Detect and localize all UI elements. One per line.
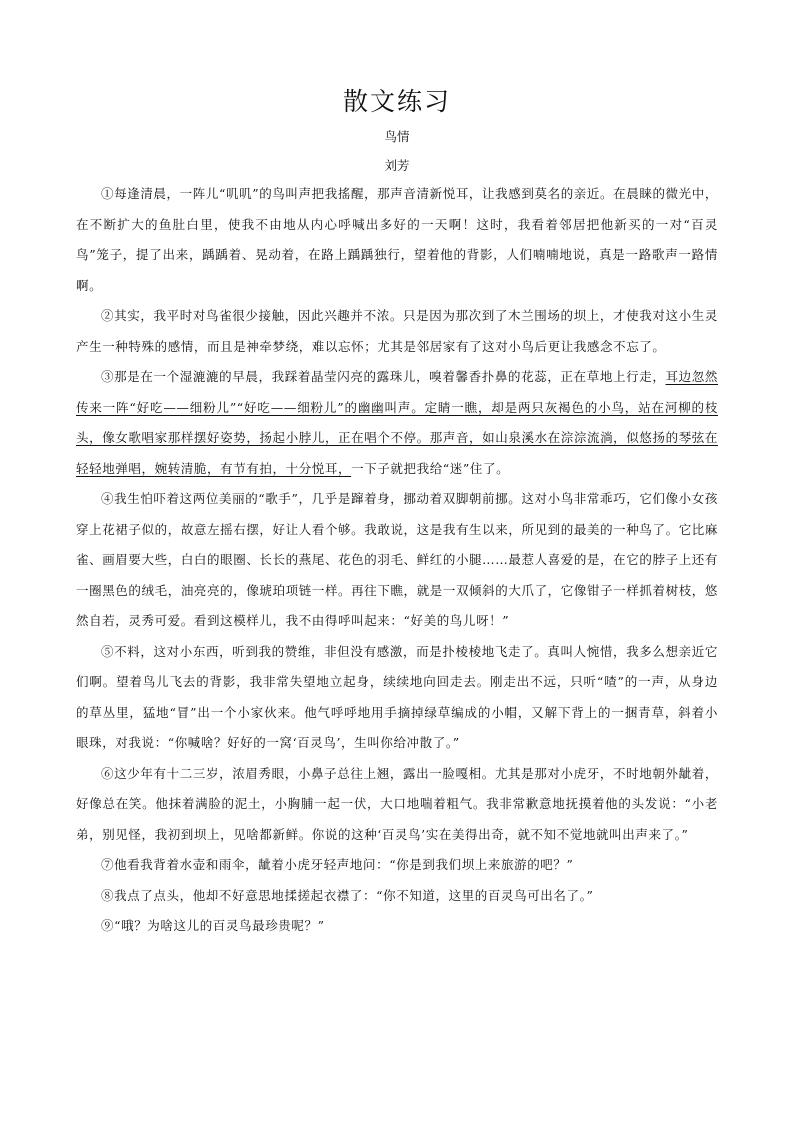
article-title: 鸟情 [384,129,410,144]
paragraph-1: ①每逢清晨，一阵儿“叽叽”的鸟叫声把我搖醒，那声音清新悦耳，让我感到莫名的亲近。在晨睐的微光中，在不断扩大的鱼肚白里，使我不由地从内心呼喊出多好的一天啊！这时，我看着邻居把他新买的一对“百灵鸟”笼子，提了出来，踽踽着、晃动着，在路上踽踽独行，望着他的背影，人们喃喃地说，真是一路歌声一路情啊。 [76,186,718,293]
paragraph-3-start: ③那是在一个湿漉漉的早晨，我踩着晶莹闪亮的露珠儿，嗅着馨香扑鼻的花蕊，正在草地上行走， [101,369,666,384]
paragraph-4: ④我生怕吓着这两位美丽的“歌手”，几乎是蹿着身，挪动着双脚朝前挪。这对小鸟非常乖巧，它们像小女孩穿上花裙子似的，故意左摇右摆，好让人看个够。我敢说，这是我有生以来，所见到的最美的一种鸟了。它比麻雀、画眉要大些，白白的眼圈、长长的燕尾、花色的羽毛、鲜红的小腿……最惹人喜爱的是，在它的脖子上还有一圈黑色的绒毛，油亮亮的，像琥珀项链一样。再往下瞧，就是一双倾斜的大爪了，它像钳子一样抓着树枝，悠然自若，灵秀可爱。看到这模样儿，我不由得呼叫起来：“好美的鸟儿呀！” [76,491,718,628]
paragraph-3 [76,362,718,484]
paragraph-9: ⑨“哦？为啥这儿的百灵鸟最珍贵呢？” [101,918,325,933]
paragraph-6: ⑥这少年有十二三岁，浓眉秀眼，小鼻子总往上翘，露出一脸嘎相。尤其是那对小虎牙，不时地朝外龇着，好像总在笑。他抹着满脸的泥土，小胸脯一起一伏，大口地喘着粗气。我非常歉意地抚摸着他的头发说：“小老弟，别见怪，我初到坝上，见啥都新鲜。你说的这种‘百灵鸟’实在美得出奇，就不知不觉地就叫出声来了。” [76,765,718,842]
article-body [76,179,718,942]
paragraph-7: ⑦他看我背着水壶和雨伞，龇着小虎牙轻声地问：“你是到我们坝上来旅游的吧？” [101,857,574,872]
paragraph-5: ⑤不料，这对小东西，听到我的赞维，非但没有感激，而是扑棱棱地飞走了。真叫人惋惜，我多么想亲近它们啊。望着鸟儿飞去的背影，我非常失望地立起身，续续地向回走去。刚走出不远，只听“喳”的一声，从身边的草丛里，猛地“冒”出一个小家伙来。他气呼呼地用手摘掉绿草编成的小帽，又解下背上的一捆青草，斜着小眼珠，对我说：“你喊啥？好好的一窝‘百灵鸟’，生叫你给冲散了。” [76,643,718,750]
paragraph-3-underlined: 耳边忽然传来一阵“好吃——细粉儿”“好吃——细粉儿”的幽幽叫声。定睛一瞧，却是两只灰褐色的小鸟，站在河柳的枝头，像女歌唱家那样摆好姿势，扬起小脖儿，正在唱个不停。那声音，如山泉溪水在淙淙流淌，似悠扬的琴弦在轻轻地弹唱，婉转清脆，有节有拍，十分悦耳， [76,369,718,476]
author-name: 刘芳 [384,158,410,173]
paragraph-2: ②其实，我平时对鸟雀很少接触，因此兴趣并不浓。只是因为那次到了木兰围场的坝上，才使我对这小生灵产生一种特殊的感情，而且是神牵梦绕，难以忘怀；尤其是邻居家有了这对小鸟后更让我感念不忘了。 [76,308,718,354]
paragraph-3-end: 一下子就把我给“迷”住了。 [351,460,510,476]
page-title: 散文练习 [342,87,451,116]
paragraph-8: ⑧我点了点头，他却不好意思地揉搓起衣襟了：“你不知道，这里的百灵鸟可出名了。” [101,887,594,903]
